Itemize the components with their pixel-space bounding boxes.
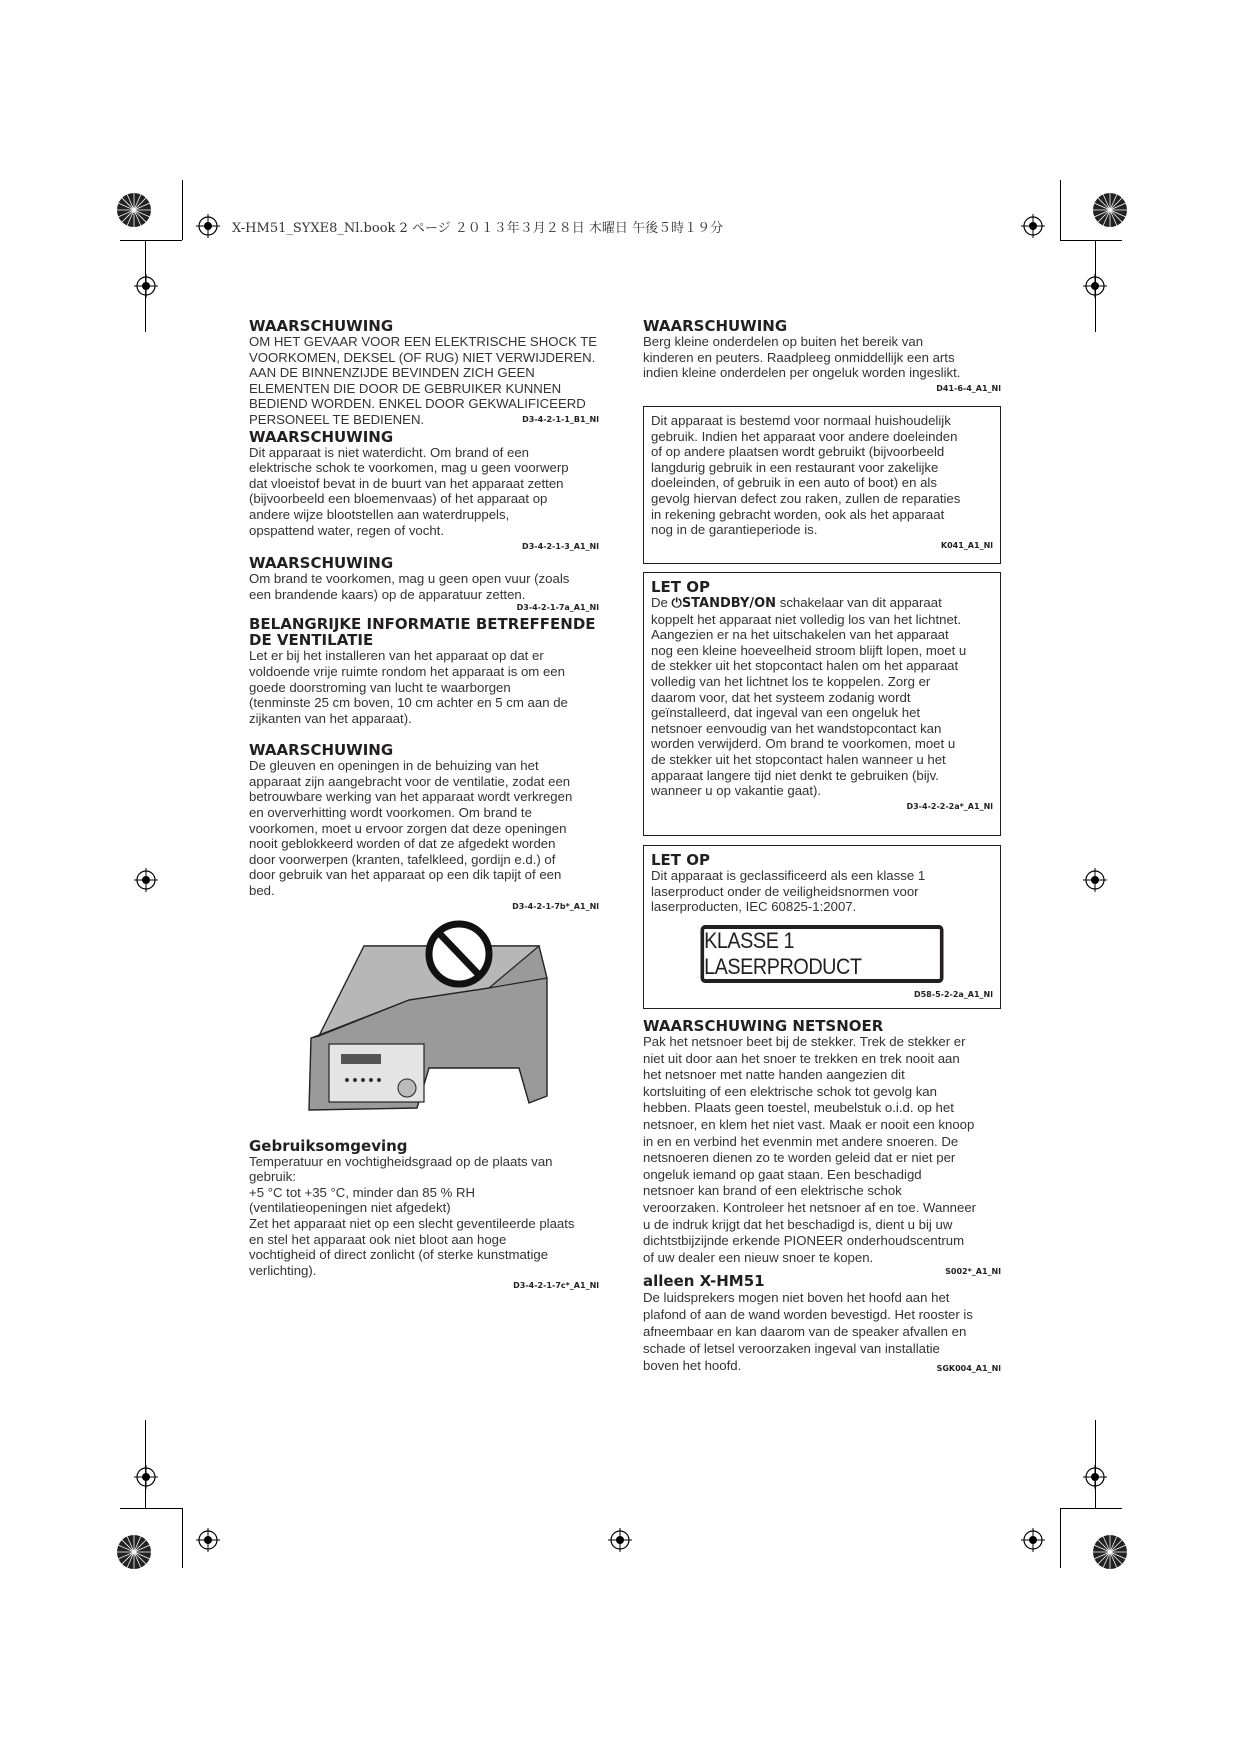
- registration-mark-icon: [134, 274, 158, 298]
- standby-caution-box: [643, 572, 1001, 836]
- reference-code: K041_A1_Nl: [940, 540, 993, 550]
- section-heading: WAARSCHUWING NETSNOER: [643, 1017, 884, 1035]
- body-line: en oververhitting wordt voorkomen. Om brand te: [249, 805, 532, 821]
- body-line: of op andere plaatsen wordt gebruikt (bijvoorbeeld: [651, 444, 945, 460]
- registration-mark-icon: [1021, 214, 1045, 238]
- body-line: Dit apparaat is geclassificeerd als een klasse 1: [651, 868, 926, 883]
- registration-mark-icon: [1083, 868, 1107, 892]
- body-line: De luidsprekers mogen niet boven het hoofd aan het: [643, 1290, 950, 1306]
- body-line: dat vloeistof bevat in de buurt van het apparaat zetten: [249, 475, 564, 491]
- body-line: verlichting).: [249, 1262, 317, 1278]
- body-line: koppelt het apparaat niet volledig los van het lichtnet.: [651, 611, 962, 627]
- body-line: (ventilatieopeningen niet afgedekt): [249, 1200, 451, 1216]
- registration-mark-icon: [196, 1528, 220, 1552]
- section-heading: alleen X-HM51: [643, 1272, 765, 1291]
- reference-code: D3-4-2-1-7b*_A1_Nl: [512, 901, 599, 911]
- standby-on-label: ⏻STANDBY/ON: [671, 596, 777, 611]
- body-line: netsnoeren dienen zo te worden geleid dat er niet per: [643, 1150, 956, 1166]
- registration-mark-icon: [608, 1528, 632, 1552]
- body-line: het netsnoer met natte handen aangezien dit: [643, 1067, 905, 1083]
- body-line: laserproducten, IEC 60825-1:2007.: [651, 899, 857, 915]
- section-heading: DE VENTILATIE: [249, 631, 374, 650]
- warning-shock-section: [249, 318, 599, 425]
- body-line: De gleuven en openingen in de behuizing van het: [249, 758, 539, 774]
- body-line: voldoende vrije ruimte rondom het apparaat is om een: [249, 663, 565, 679]
- section-heading: WAARSCHUWING: [249, 554, 394, 573]
- body-line: opspattend water, regen of vocht.: [249, 522, 445, 538]
- right-column-lower: [643, 1018, 1001, 1374]
- section-heading: WAARSCHUWING: [249, 427, 394, 446]
- body-line: volledig van het lichtnet los te koppelen. Zorg er: [651, 673, 931, 689]
- body-line: BEDIEND WORDEN. ENKEL DOOR GEKWALIFICEERD: [249, 396, 586, 412]
- body-line: langdurig gebruik in een restaurant voor zakelijke: [651, 459, 939, 475]
- body-line: netsnoer, en klem het niet vast. Maak er nooit een knoop: [643, 1116, 975, 1132]
- sunburst-mark-top-left-icon: [116, 192, 152, 228]
- body-line: zijkanten van het apparaat).: [249, 710, 412, 726]
- body-line: Aangezien er na het uitschakelen van het apparaat: [651, 627, 949, 643]
- body-line: dichtstbijzijnde erkende PIONEER onderhoudscentrum: [643, 1233, 965, 1249]
- left-column: [249, 318, 599, 1291]
- warning-small-parts-section: [643, 318, 1001, 394]
- body-line: in en en verbind het evenmin met andere snoeren. De: [643, 1133, 959, 1149]
- body-line: afneembaar en kan daarom van de speaker afvallen en: [643, 1324, 967, 1340]
- warning-fire-section: [249, 555, 599, 613]
- sunburst-mark-bottom-left-icon: [116, 1534, 152, 1570]
- reference-code: D3-4-2-1-3_A1_Nl: [522, 542, 599, 552]
- body-line: de stekker uit het stopcontact halen wanneer u het: [651, 751, 946, 767]
- body-line: [651, 595, 993, 612]
- body-line: bed.: [249, 883, 275, 899]
- body-line: boven het hoofd.: [643, 1358, 742, 1374]
- body-line: gevolg hiervan defect zou raken, zullen de reparaties: [651, 490, 961, 506]
- body-text: schakelaar van dit apparaat: [776, 595, 942, 610]
- body-line: plafond of aan de wand worden bevestigd. Het rooster is: [643, 1307, 973, 1323]
- body-line: in rekening gebracht worden, ook als het apparaat: [651, 506, 945, 522]
- registration-mark-icon: [134, 1465, 158, 1489]
- body-line: daarom voor, dat het systeem zodanig wordt: [651, 689, 911, 705]
- body-line: Om brand te voorkomen, mag u geen open vuur (zoals: [249, 571, 570, 587]
- body-line: Let er bij het installeren van het apparaat op dat er: [249, 648, 544, 664]
- body-line: niet uit door aan het snoer te trekken en trek nooit aan: [643, 1050, 960, 1066]
- body-line: VOORKOMEN, DEKSEL (OF RUG) NIET VERWIJDEREN.: [249, 349, 596, 365]
- body-line: gebruik. Indien het apparaat voor andere doeleinden: [651, 428, 958, 444]
- body-line: OM HET GEVAAR VOOR EEN ELEKTRISCHE SHOCK TE: [249, 334, 598, 349]
- body-line: goede doorstroming van lucht te waarborgen: [249, 679, 511, 695]
- warning-openings-section: [249, 742, 599, 911]
- body-line: schade of letsel veroorzaken ingeval van installatie: [643, 1341, 940, 1357]
- body-line: doeleinden, of gebruik in een auto of boot) en als: [651, 475, 937, 491]
- body-line: betrouwbare werking van het apparaat wordt verkregen: [249, 789, 573, 805]
- reference-code: D3-4-2-2-2a*_A1_Nl: [906, 801, 993, 811]
- body-line: door gebruik van het apparaat op een dik tapijt of een: [249, 867, 562, 883]
- body-line: (bijvoorbeeld een bloemenvaas) of het apparaat op: [249, 491, 548, 507]
- body-line: PERSONEEL TE BEDIENEN.: [249, 411, 425, 427]
- operating-environment-section: [249, 1138, 599, 1292]
- body-line: nooit geblokkeerd worden of dat ze afgedekt worden: [249, 836, 556, 852]
- registration-mark-icon: [134, 868, 158, 892]
- body-line: een brandende kaars) op de apparatuur zetten.: [249, 586, 526, 602]
- body-line: u de indruk krijgt dat het beschadigd is, dient u bij uw: [643, 1216, 953, 1232]
- body-line: en stel het apparaat ook niet bloot aan hoge: [249, 1231, 507, 1247]
- body-line: ongeluk iemand op gaat staan. Een beschadigd: [643, 1166, 922, 1182]
- section-heading: WAARSCHUWING: [249, 741, 394, 760]
- covered-unit-illustration: [289, 918, 549, 1118]
- household-use-notice-box: [643, 406, 1001, 564]
- body-line: +5 °C tot +35 °C, minder dan 85 % RH: [249, 1184, 476, 1200]
- body-line: hebben. Plaats geen toestel, meubelstuk o.i.d. op het: [643, 1100, 954, 1116]
- body-line: nog in de garantieperiode is.: [651, 522, 818, 538]
- right-column: [643, 318, 1001, 394]
- reference-code: D3-4-2-1-7a_A1_Nl: [516, 603, 599, 613]
- reference-code: D3-4-2-1-1_B1_Nl: [522, 414, 599, 424]
- body-line: indien kleine onderdelen per ongeluk worden ingeslikt.: [643, 365, 961, 381]
- reference-code: S002*_A1_Nl: [945, 1267, 1001, 1277]
- body-line: nog een kleine hoeveelheid stroom blijft lopen, moet u: [651, 642, 967, 658]
- section-heading: WAARSCHUWING: [249, 317, 394, 335]
- body-line: veroorzaken. Kontroleer het netsnoer af en toe. Wanneer: [643, 1199, 977, 1215]
- reference-code: D3-4-2-1-7c*_A1_Nl: [513, 1281, 599, 1291]
- ventilation-info-section: [249, 616, 599, 726]
- sunburst-mark-top-right-icon: [1092, 192, 1128, 228]
- body-line: worden verwijderd. Om brand te voorkomen, moet u: [651, 736, 956, 752]
- body-line: (tenminste 25 cm boven, 10 cm achter en 5 cm aan de: [249, 695, 568, 711]
- body-line: geïnstalleerd, dat ingeval van een ongeluk het: [651, 705, 921, 721]
- body-line: of uw dealer een nieuw snoer te kopen.: [643, 1249, 874, 1265]
- body-line: wanneer u op vakantie gaat).: [651, 783, 822, 799]
- body-line: netsnoer eenvoudig van het wandstopcontact kan: [651, 720, 942, 736]
- laser-caution-box: [643, 845, 1001, 1009]
- section-heading: LET OP: [651, 851, 711, 869]
- print-file-header: X-HM51_SYXE8_Nl.book 2 ページ ２０１３年３月２８日 木曜日 午後５時１９分: [232, 221, 724, 236]
- section-heading: BELANGRIJKE INFORMATIE BETREFFENDE: [249, 615, 596, 634]
- body-line: AAN DE BINNENZIJDE BEVINDEN ZICH GEEN: [249, 365, 535, 381]
- body-line: Dit apparaat is bestemd voor normaal huishoudelijk: [651, 413, 951, 428]
- body-line: voorkomen, moet u ervoor zorgen dat deze openingen: [249, 820, 567, 836]
- power-cord-warning-section: [643, 1018, 1001, 1277]
- section-heading: Gebruiksomgeving: [249, 1136, 408, 1155]
- body-line: vochtigheid of direct zonlicht (of sterke kunstmatige: [249, 1247, 549, 1263]
- body-line: gebruik:: [249, 1169, 296, 1185]
- body-line: kinderen en peuters. Raadpleeg onmiddellijk een arts: [643, 349, 955, 365]
- body-line: Berg kleine onderdelen op buiten het bereik van: [643, 334, 924, 349]
- registration-mark-icon: [1021, 1528, 1045, 1552]
- body-line: andere wijze blootstellen aan waterdruppels,: [249, 506, 510, 522]
- reference-code: D58-5-2-2a_A1_Nl: [913, 989, 993, 999]
- body-line: Temperatuur en vochtigheidsgraad op de plaats van: [249, 1153, 553, 1169]
- body-line: kortsluiting of een elektrische schok tot gevolg kan: [643, 1083, 937, 1099]
- body-line: netsnoer kan brand of een elektrische schok: [643, 1183, 902, 1199]
- section-heading: LET OP: [651, 578, 711, 596]
- body-line: elektrische schok te voorkomen, mag u geen voorwerp: [249, 460, 569, 476]
- body-line: de stekker uit het stopcontact halen om het apparaat: [651, 658, 959, 674]
- reference-code: SGK004_A1_Nl: [936, 1364, 1001, 1374]
- body-line: Zet het apparaat niet op een slecht geventileerde plaats: [249, 1216, 575, 1231]
- body-line: Dit apparaat is niet waterdicht. Om brand of een: [249, 444, 530, 460]
- registration-mark-icon: [196, 214, 220, 238]
- body-line: apparaat zijn aangebracht voor de ventilatie, zodat een: [249, 773, 571, 789]
- sunburst-mark-bottom-right-icon: [1092, 1534, 1128, 1570]
- reference-code: D41-6-4_A1_Nl: [936, 383, 1001, 393]
- body-text: De: [651, 595, 672, 610]
- x-hm51-speaker-section: [643, 1273, 1001, 1374]
- body-line: Pak het netsnoer beet bij de stekker. Trek de stekker er: [643, 1034, 966, 1049]
- body-line: ELEMENTEN DIE DOOR DE GEBRUIKER KUNNEN: [249, 380, 562, 396]
- body-line: door voorwerpen (kranten, tafelkleed, gordijn e.d.) of: [249, 851, 556, 867]
- laser-class-label: KLASSE 1 LASERPRODUCT: [701, 925, 944, 983]
- body-line: apparaat langere tijd niet denkt te gebruiken (bijv.: [651, 767, 939, 783]
- body-line: laserproduct onder de veiligheidsnormen voor: [651, 883, 919, 899]
- section-heading: WAARSCHUWING: [643, 317, 788, 335]
- warning-water-section: [249, 429, 599, 553]
